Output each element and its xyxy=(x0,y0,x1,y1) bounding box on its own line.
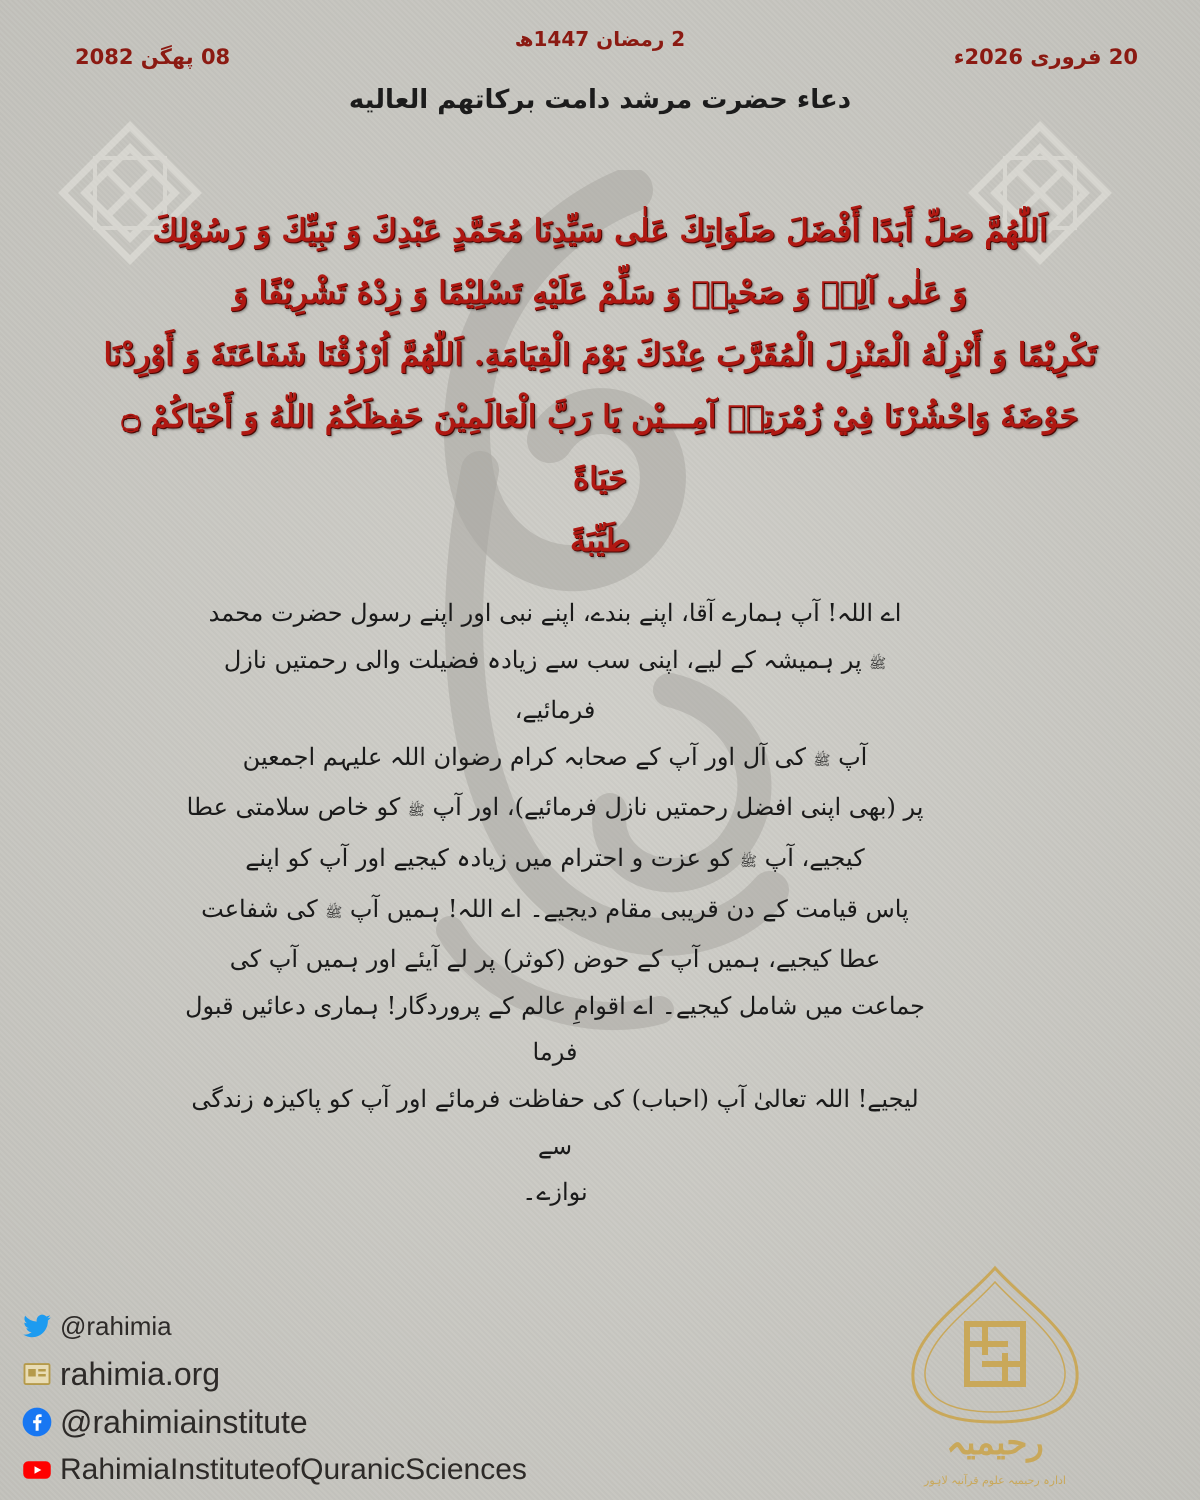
arabic-line: وَ عَلٰى آلِهٖ وَ صَحْبِهٖ وَ سَلِّمْ عَلَيْهِ تَسْلِيْمًا وَ زِدْهُ تَشْرِيْفًا وَ xyxy=(232,275,968,311)
arabic-line: طَيِّبَةً xyxy=(569,523,630,559)
youtube-link[interactable] xyxy=(22,1448,527,1492)
urdu-line: عطا کیجیے، ہمیں آپ کے حوض (کوثر) پر لے آیئے اور ہمیں آپ کی xyxy=(229,945,881,974)
gregorian-date: 20 فروری 2026ء xyxy=(953,45,1138,69)
salutation-glyph: ﷺ xyxy=(740,853,757,870)
facebook-link[interactable] xyxy=(22,1400,527,1444)
twitter-icon xyxy=(22,1311,52,1341)
arabic-line: اَللّٰهُمَّ صَلِّ أَبَدًا أَفْضَلَ صَلَوَاتِكَ عَلٰى سَيِّدِنَا مُحَمَّدٍ عَبْدِكَ وَ نَبِيِّكَ وَ رَسُوْلِكَ xyxy=(152,213,1048,249)
rahimia-institute-logo xyxy=(905,1262,1085,1492)
hijri-date: 2 رمضان 1447ھ xyxy=(514,27,686,51)
web-icon xyxy=(22,1359,52,1389)
urdu-line: ﷺ پر ہمیشہ کے لیے، اپنی سب سے زیادہ فضیلت والی رحمتیں نازل فرمائیے، xyxy=(223,645,887,725)
logo-name: رحیمیہ xyxy=(946,1423,1044,1463)
urdu-line: نوازے۔ xyxy=(522,1178,588,1207)
bikrami-date: 08 پھگن 2082 xyxy=(75,45,231,69)
urdu-line: اے اللہ! آپ ہمارے آقا، اپنے بندے، اپنے نبی اور اپنے رسول حضرت محمد xyxy=(208,599,902,627)
urdu-line: لیجیے! اللہ تعالیٰ آپ (احباب) کی حفاظت فرمائے اور آپ کو پاکیزہ زندگی سے xyxy=(191,1084,919,1160)
arabic-dua xyxy=(95,200,1105,572)
website-link[interactable] xyxy=(22,1352,527,1396)
urdu-line: آپ ﷺ کی آل اور آپ کے صحابہ کرام رضوان اللہ علیہم اجمعین xyxy=(242,742,868,771)
youtube-channel: RahimiaInstituteofQuranicSciences xyxy=(60,1453,527,1486)
youtube-icon xyxy=(22,1455,52,1485)
arabic-line: حَوْضَهٗ وَاحْشُرْنَا فِيْ زُمْرَتِهٖ آمِـــيْن يَا رَبَّ الْعَالَمِيْنَ حَفِظَكُمُ اللّٰهُ وَ أَحْيَاكُمْ ۝ حَيَاةً xyxy=(121,399,1079,497)
page-title: دعاء حضرت مرشد دامت برکاتهم العاليه xyxy=(348,85,852,115)
logo-subtitle: ادارہ رحیمیہ علوم قرآنیہ لاہور xyxy=(924,1474,1066,1487)
urdu-line: پاس قیامت کے دن قریبی مقام دیجیے۔ اے اللہ! ہمیں آپ ﷺ کی شفاعت xyxy=(201,894,909,923)
salutation-glyph: ﷺ xyxy=(407,803,425,820)
facebook-icon xyxy=(22,1407,52,1437)
social-links xyxy=(22,1304,527,1496)
salutation-glyph: ﷺ xyxy=(813,752,831,769)
salutation-glyph: ﷺ xyxy=(325,904,343,921)
urdu-line: پر (بھی اپنی افضل رحمتیں نازل فرمائیے)، اور آپ ﷺ کو خاص سلامتی عطا xyxy=(186,793,924,822)
twitter-link[interactable] xyxy=(22,1304,527,1348)
urdu-line: جماعت میں شامل کیجیے۔ اے اقوامِ عالم کے پروردگار! ہماری دعائیں قبول فرما xyxy=(185,991,925,1067)
urdu-line: کیجیے، آپ ﷺ کو عزت و احترام میں زیادہ کیجیے اور آپ کو اپنے xyxy=(245,843,865,872)
urdu-translation xyxy=(180,590,930,1216)
twitter-handle: @rahimia xyxy=(60,1310,172,1341)
salutation-glyph: ﷺ xyxy=(869,655,887,672)
facebook-handle: @rahimiainstitute xyxy=(60,1403,308,1440)
arabic-line: تَكْرِيْمًا وَ أَنْزِلْهُ الْمَنْزِلَ الْمُقَرَّبَ عِنْدَكَ يَوْمَ الْقِيَامَةِ. اَللّٰهُمَّ اُرْزُقْنَا شَفَاعَتَهٗ وَ أَوْرِدْنَا xyxy=(103,337,1097,373)
website-url: rahimia.org xyxy=(60,1355,221,1392)
